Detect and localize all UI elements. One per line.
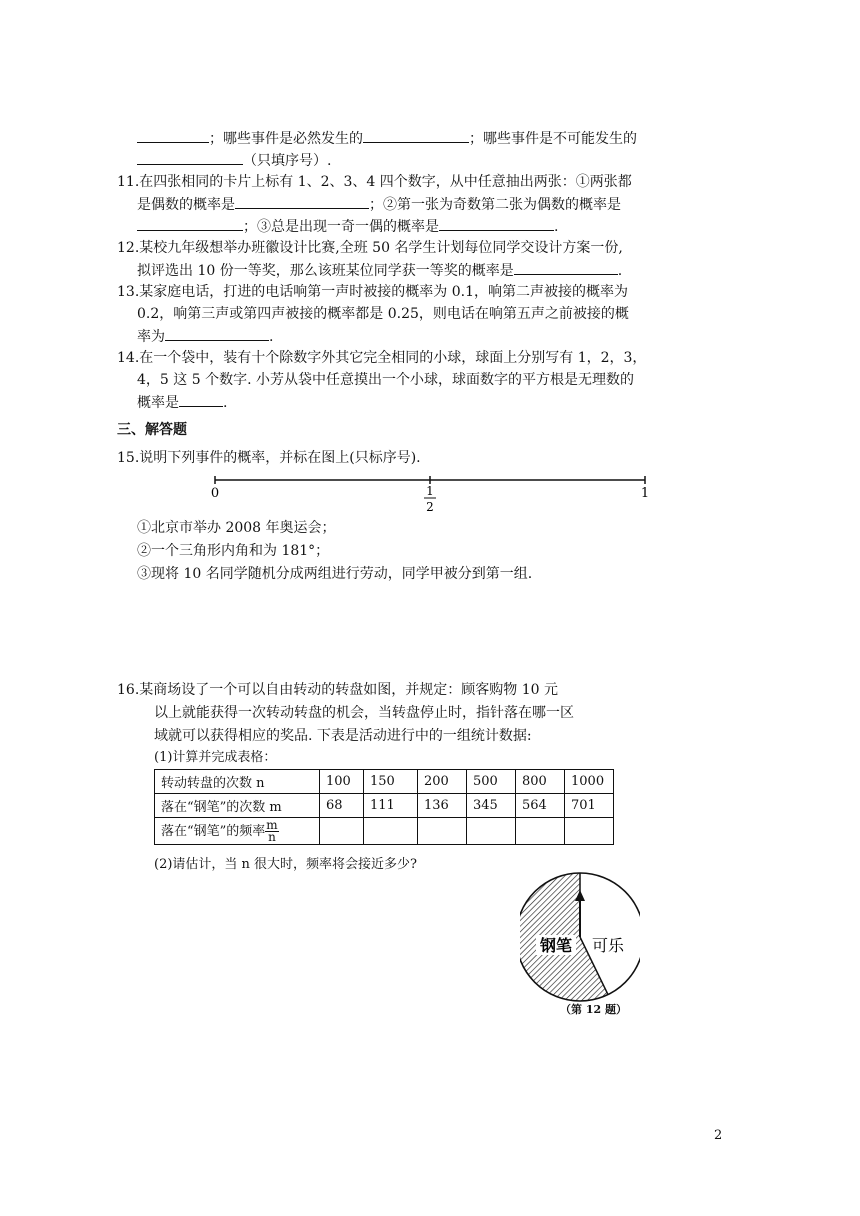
n-value: 800: [516, 770, 565, 794]
n-value: 200: [418, 770, 467, 794]
q15-item3: ③现将 10 名同学随机分成两组进行劳动，同学甲被分到第一组.: [137, 566, 533, 582]
answer-blank[interactable]: [137, 128, 209, 143]
frequency-cell[interactable]: [418, 818, 467, 845]
probability-number-line: [205, 476, 655, 518]
table-row: [155, 818, 614, 845]
q14-line1: 14.在一个袋中，装有十个除数字外其它完全相同的小球，球面上分别写有 1，2，3，: [117, 350, 647, 366]
frequency-cell[interactable]: [320, 818, 364, 845]
answer-blank[interactable]: [137, 216, 243, 231]
q12-line2: 拟评选出 10 份一等奖，那么该班某位同学获一等奖的概率是 .: [137, 260, 622, 281]
n-value: 1000: [565, 770, 614, 794]
m-value: 345: [467, 794, 516, 818]
frequency-cell[interactable]: [565, 818, 614, 845]
answer-blank[interactable]: [235, 194, 369, 209]
q16-line3: 域就可以获得相应的奖品. 下表是活动进行中的一组统计数据:: [154, 728, 532, 744]
q16-line2: 以上就能获得一次转动转盘的机会，当转盘停止时，指针落在哪一区: [154, 705, 574, 721]
q11-line2: 是偶数的概率是 ；②第一张为奇数第二张为偶数的概率是: [137, 194, 621, 215]
q13-line1: 13.某家庭电话，打进的电话响第一声时被接的概率为 0.1，响第二声被接的概率为: [117, 284, 628, 300]
statistics-table: [154, 769, 614, 845]
cola-label: 可乐: [591, 936, 625, 955]
answer-blank[interactable]: [514, 260, 618, 275]
frequency-cell[interactable]: [516, 818, 565, 845]
q16-part2: (2)请估计，当 n 很大时，频率将会接近多少?: [154, 857, 418, 872]
figure-caption: （第 12 题）: [560, 1003, 627, 1016]
axis-label-zero: 0: [210, 486, 220, 501]
answer-blank[interactable]: [165, 326, 269, 341]
table-row: [155, 794, 614, 818]
row-label-m: 落在“钢笔”的次数 m: [155, 794, 320, 818]
table-row: [155, 770, 614, 794]
page-number: 2: [714, 1128, 723, 1143]
frequency-cell[interactable]: [364, 818, 418, 845]
q14-line3: 概率是 .: [137, 392, 227, 413]
q10-line2: （只填序号）.: [137, 150, 331, 171]
axis-label-half-numerator: 1: [426, 484, 434, 498]
q10-line1: ；哪些事件是必然发生的 ；哪些事件是不可能发生的: [137, 128, 637, 149]
row-label-n: 转动转盘的次数 n: [155, 770, 320, 794]
answer-blank[interactable]: [137, 150, 243, 165]
answer-blank[interactable]: [179, 392, 223, 407]
m-value: 111: [364, 794, 418, 818]
section-heading: 三、解答题: [117, 422, 187, 438]
n-value: 150: [364, 770, 418, 794]
q13-line3: 率为 .: [137, 326, 273, 347]
q12-line1: 12.某校九年级想举办班徽设计比赛,全班 50 名学生计划每位同学交设计方案一份,: [117, 240, 623, 256]
m-value: 564: [516, 794, 565, 818]
q15-item2: ②一个三角形内角和为 181°；: [137, 543, 330, 559]
q14-line2: 4，5 这 5 个数字. 小芳从袋中任意摸出一个小球，球面数字的平方根是无理数的: [137, 372, 634, 388]
m-value: 68: [320, 794, 364, 818]
m-value: 701: [565, 794, 614, 818]
n-value: 500: [467, 770, 516, 794]
fraction-m-over-n: $\frac{m}{n}$: [266, 817, 278, 844]
n-value: 100: [320, 770, 364, 794]
answer-blank[interactable]: [363, 128, 469, 143]
q15-line1: 15.说明下列事件的概率，并标在图上(只标序号).: [117, 450, 421, 466]
q11-line1: 11.在四张相同的卡片上标有 1、2、3、4 四个数字，从中任意抽出两张：①两张都: [117, 174, 632, 190]
pen-label: 钢笔: [539, 936, 573, 955]
q16-line1: 16.某商场设了一个可以自由转动的转盘如图，并规定：顾客购物 10 元: [117, 682, 558, 698]
row-label-frequency: 落在“钢笔”的频率 $\frac{m}{n}$: [155, 818, 320, 845]
answer-blank[interactable]: [439, 216, 554, 231]
axis-label-one: 1: [640, 486, 650, 501]
q15-item1: ①北京市举办 2008 年奥运会；: [137, 520, 336, 536]
m-value: 136: [418, 794, 467, 818]
q13-line2: 0.2，响第三声或第四声被接的概率都是 0.25，则电话在响第五声之前被接的概: [137, 306, 629, 322]
spinner-wheel-figure: [520, 868, 640, 1002]
frequency-cell[interactable]: [467, 818, 516, 845]
q16-part1: (1)计算并完成表格：: [154, 750, 277, 765]
axis-label-half-denominator: 2: [426, 500, 434, 514]
q11-line3: ；③总是出现一奇一偶的概率是 .: [137, 216, 558, 237]
